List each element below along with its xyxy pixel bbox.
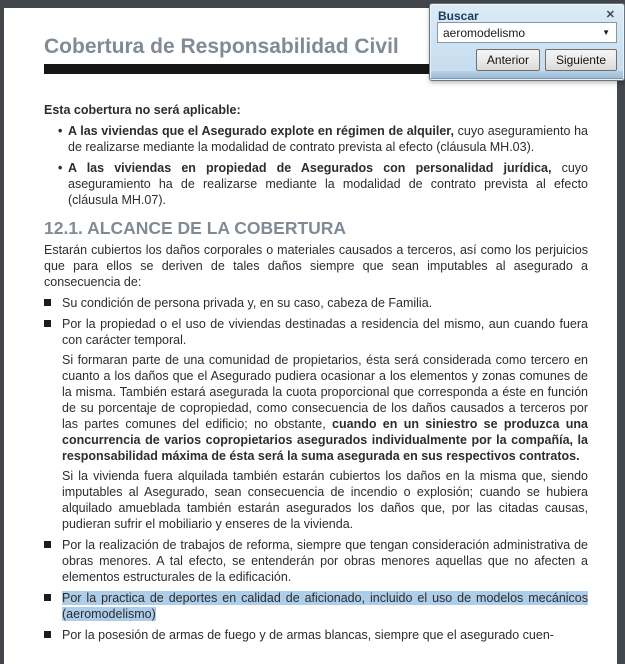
- search-input[interactable]: [438, 26, 598, 40]
- exclusion-item: [44, 123, 588, 155]
- coverage-item-text: Por la realización de trabajos de reforma, siempre que tengan consideración administrativa de obras menores. A tal efecto, se entenderán por obras menores aquellas que no afecten a elementos estructurales de la edificación.: [62, 538, 588, 584]
- previous-button[interactable]: Anterior: [476, 49, 540, 71]
- round-bullet-icon: •: [58, 161, 63, 175]
- continuation-paragraph: [62, 352, 588, 464]
- coverage-item: [44, 295, 588, 311]
- square-bullet-icon: [44, 299, 51, 306]
- coverage-item-text: Por la propiedad o el uso de viviendas destinadas a residencia del mismo, aun cuando fuera con carácter temporal.: [62, 317, 588, 347]
- square-bullet-icon: [44, 320, 51, 327]
- search-combobox[interactable]: [437, 22, 617, 43]
- square-bullet-icon: [44, 631, 51, 638]
- find-buttons-row: [430, 49, 624, 71]
- coverage-item: [44, 537, 588, 585]
- exclusion-bold-text: A las viviendas que el Asegurado explote en régimen de alquiler,: [68, 124, 454, 138]
- find-dialog: [429, 3, 625, 81]
- section-intro: Estarán cubiertos los daños corporales o materiales causados a terceros, así como los perjuicios que para ellos se deriven de tales daños siempre que sean imputables al asegurado a consecuencia de:: [44, 243, 588, 289]
- coverage-item: [44, 316, 588, 348]
- section-heading: 12.1. ALCANCE DE LA COBERTURA: [44, 218, 347, 238]
- coverage-item-text: Su condición de persona privada y, en su caso, cabeza de Familia.: [62, 296, 433, 310]
- continuation-regular-text: Si formaran parte de una comunidad de propietarios, ésta será considerada como tercero en cuanto a los daños que el Asegurado pudiera ocasionar a los elementos y zonas comunes de la misma. También estará asegurada la cuota proporcional que corresponda a éste en función de su porcentaje de copropiedad, como consecuencia de los daños causados a terceros por las partes comunes del edificio; no obstante,: [62, 353, 588, 431]
- exclusion-rest-text: cuyo aseguramiento ha de realizarse mediante la modalidad de contrato prevista al efecto (cláusula MH.07).: [68, 161, 588, 207]
- find-dialog-title: Buscar: [438, 9, 479, 23]
- find-dialog-footer: [431, 71, 623, 79]
- square-bullet-icon: [44, 594, 51, 601]
- document-content: [4, 8, 617, 643]
- coverage-item-highlighted: [44, 590, 588, 622]
- continuation-paragraph: Si la vivienda fuera alquilada también estarán cubiertos los daños en la misma que, siendo imputables al Asegurado, sean consecuencia de incendio o explosión; cuando se hubiera alquilado amueblada también estarán asegurados los daños que, por las citadas causas, pudieran sufrir el mobiliario y enseres de la vivienda.: [62, 469, 588, 531]
- page-title: Cobertura de Responsabilidad Civil: [44, 35, 399, 58]
- close-icon[interactable]: ✕: [605, 9, 615, 21]
- exclusion-rest-text: cuyo aseguramiento ha de realizarse mediante la modalidad de contrato prevista al efecto (cláusula MH.03).: [68, 124, 588, 154]
- coverage-item-text: Por la posesión de armas de fuego y de armas blancas, siempre que el asegurado cuen-: [62, 628, 554, 642]
- next-button[interactable]: Siguiente: [545, 49, 617, 71]
- exclusion-bold-text: A las viviendas en propiedad de Asegurados con personalidad jurídica,: [68, 161, 552, 175]
- coverage-item: [44, 627, 588, 643]
- search-highlight: Por la practica de deportes en calidad de aficionado, incluido el uso de modelos mecánicos (aeromodelismo): [62, 591, 588, 621]
- intro-heading: Esta cobertura no será aplicable:: [44, 103, 241, 117]
- pdf-page: [4, 8, 617, 664]
- square-bullet-icon: [44, 541, 51, 548]
- exclusion-item: [44, 160, 588, 208]
- round-bullet-icon: •: [58, 124, 63, 138]
- chevron-down-icon[interactable]: ▼: [602, 28, 610, 37]
- continuation-bold-text: cuando en un siniestro se produzca una concurrencia de varios copropietarios asegurados individualmente por la compañía, la responsabilidad máxima de ésta será la suma asegurada en sus respectivos contratos.: [62, 417, 588, 463]
